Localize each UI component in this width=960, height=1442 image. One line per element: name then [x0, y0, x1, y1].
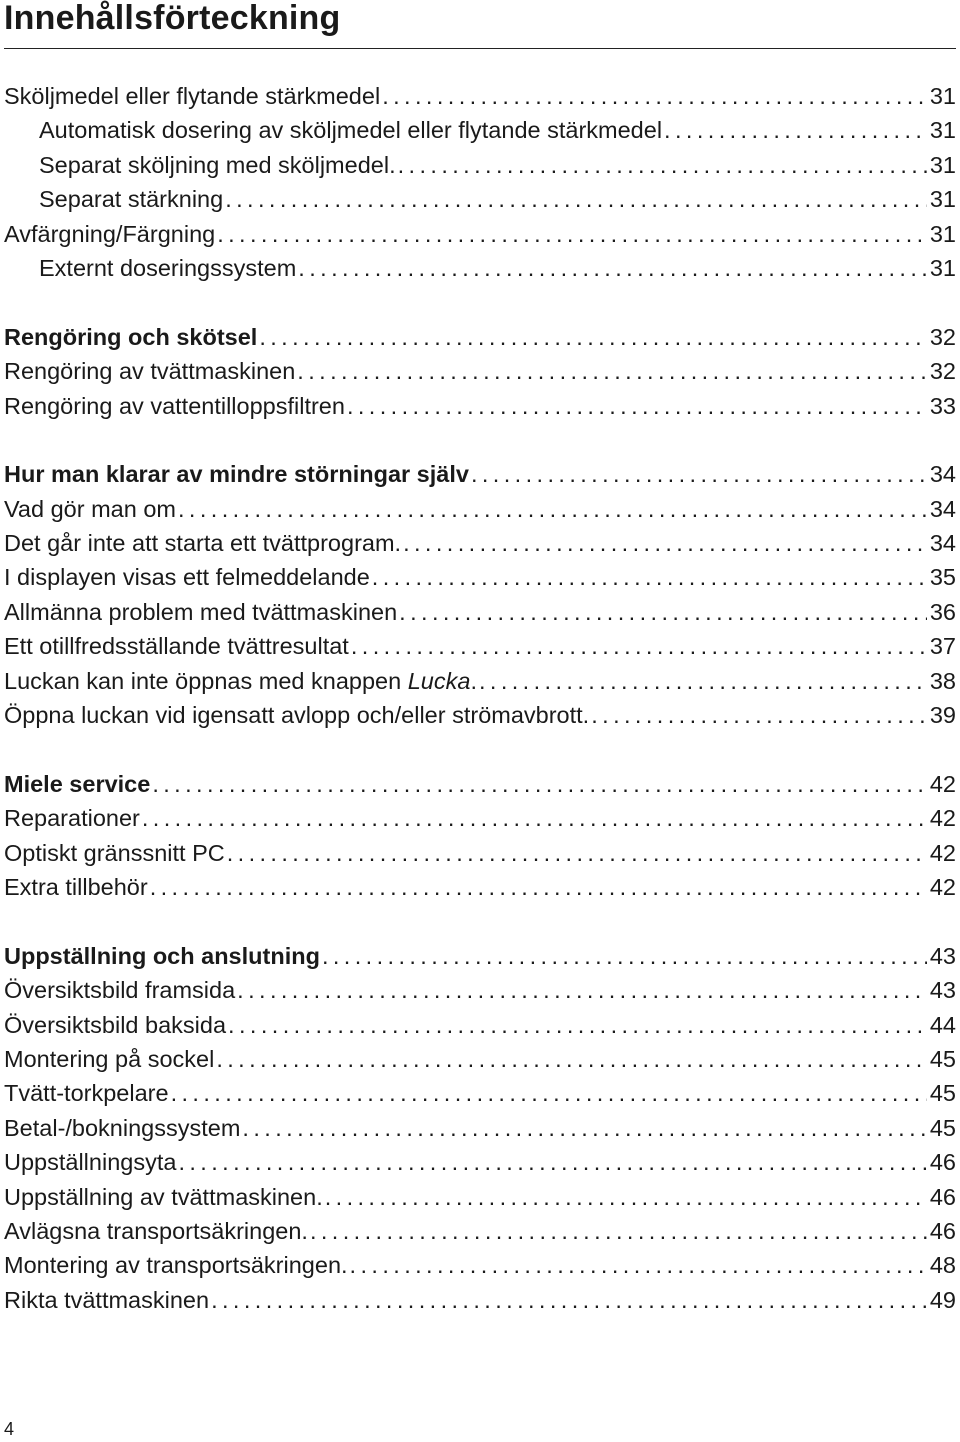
toc-entry-page: 42: [929, 805, 956, 832]
toc-entry-label: Sköljmedel eller flytande stärkmedel: [4, 83, 381, 109]
toc-entry-label: [4, 664, 477, 698]
dot-leader: [142, 801, 927, 835]
toc-entry-label: Rikta tvättmaskinen: [4, 1286, 210, 1313]
toc-entry[interactable]: [4, 1111, 956, 1145]
toc-entry-page: 31: [929, 254, 956, 281]
toc-entry-label: Montering av transportsäkringen.: [4, 1252, 348, 1279]
toc-entry-page: 45: [929, 1080, 956, 1107]
dot-leader: [216, 1042, 927, 1076]
toc-entry-page: 42: [929, 873, 956, 900]
toc-entry-page: 42: [929, 839, 956, 866]
page-title: Innehållsförteckning: [4, 0, 341, 37]
toc-entry[interactable]: [4, 113, 956, 147]
dot-leader: [322, 939, 927, 973]
dot-leader: [227, 836, 927, 870]
toc-entry-page: 31: [929, 117, 956, 144]
toc-entry-label: Betal-/bokningssystem: [4, 1114, 241, 1141]
toc-entry[interactable]: [4, 1145, 956, 1179]
toc-entry-label: Allmänna problem med tvättmaskinen: [4, 598, 398, 625]
dot-leader: [325, 1180, 927, 1214]
toc-entry-label: Reparationer: [4, 805, 140, 832]
toc-entry-label: Vad gör man om: [4, 495, 176, 522]
toc-entry[interactable]: [4, 148, 956, 182]
toc-entry-label-text: Luckan kan inte öppnas med knappen: [4, 667, 402, 694]
dot-leader: [310, 1214, 927, 1248]
toc-section-heading[interactable]: [4, 767, 956, 801]
dot-leader: [237, 973, 927, 1007]
dot-leader: [382, 79, 927, 113]
toc-entry-page: 38: [929, 667, 956, 694]
dot-leader: [347, 389, 927, 423]
toc-entry-page: 31: [929, 186, 956, 213]
dot-leader: [351, 629, 927, 663]
toc-entry-page: 44: [929, 1011, 956, 1038]
toc-entry-label: Rengöring av tvättmaskinen: [4, 358, 296, 385]
toc-entry-label: Uppställning och anslutning: [4, 942, 320, 969]
toc-entry[interactable]: [4, 1008, 956, 1042]
toc-entry-page: 32: [929, 358, 956, 385]
page-number: 4: [4, 1419, 15, 1439]
toc-entry-label: Extra tillbehör: [4, 873, 148, 900]
dot-leader: [403, 526, 927, 560]
toc-entry-page: 39: [929, 702, 956, 729]
toc-entry-page: 34: [929, 495, 956, 522]
dot-leader: [298, 251, 927, 285]
toc-entry-page: 37: [929, 633, 956, 660]
title-divider: [4, 48, 956, 49]
toc-entry-label: Översiktsbild framsida: [4, 977, 236, 1004]
dot-leader: [152, 767, 927, 801]
toc-entry[interactable]: [4, 526, 956, 560]
toc-entry-page: 46: [929, 1217, 956, 1244]
toc-entry-label: Öppna luckan vid igensatt avlopp och/eller strömavbrott.: [4, 702, 590, 729]
toc-entry-label: Tvätt-torkpelare: [4, 1080, 169, 1107]
toc-entry[interactable]: [4, 79, 956, 113]
toc-entry-label: Rengöring och skötsel: [4, 323, 258, 350]
toc-entry-label: Rengöring av vattentilloppsfiltren: [4, 392, 345, 419]
toc-entry[interactable]: [4, 973, 956, 1007]
toc-entry[interactable]: [4, 560, 956, 594]
toc-entry[interactable]: [4, 182, 956, 216]
toc-entry-page: 36: [929, 598, 956, 625]
toc-entry-label-tail: .: [470, 667, 477, 694]
toc-entry[interactable]: [4, 1248, 956, 1282]
lucka-button-reference: Lucka: [407, 667, 471, 694]
toc-entry-page: 46: [929, 1183, 956, 1210]
toc-entry-page: 31: [929, 220, 956, 247]
toc-entry-page: 46: [929, 1149, 956, 1176]
toc-entry[interactable]: [4, 1180, 956, 1214]
dot-leader: [242, 1111, 926, 1145]
toc-entry-label: Uppställning av tvättmaskinen.: [4, 1183, 323, 1210]
dot-leader: [211, 1283, 927, 1317]
toc-entry[interactable]: [4, 664, 956, 698]
toc-entry-page: 32: [929, 323, 956, 350]
toc-entry[interactable]: [4, 1042, 956, 1076]
toc-entry[interactable]: [4, 698, 956, 732]
toc-entry-label: Optiskt gränssnitt PC: [4, 839, 225, 866]
toc-entry-page: 45: [929, 1114, 956, 1141]
toc-entry-label: Översiktsbild baksida: [4, 1011, 227, 1038]
toc-entry-label: Avfärgning/Färgning: [4, 220, 216, 247]
toc-entry-page: 33: [929, 392, 956, 419]
toc-entry-page: 34: [929, 530, 956, 557]
dot-leader: [178, 1145, 926, 1179]
toc-entry[interactable]: [4, 251, 956, 285]
toc-entry[interactable]: [4, 492, 956, 526]
dot-leader: [664, 113, 927, 147]
toc-entry[interactable]: [4, 629, 956, 663]
dot-leader: [171, 1076, 927, 1110]
toc-entry-page: 34: [929, 461, 956, 488]
toc-entry-label: Montering på sockel: [4, 1045, 215, 1072]
dot-leader: [217, 217, 927, 251]
dot-leader: [479, 664, 927, 698]
toc-entry-label: Automatisk dosering av sköljmedel eller flytande stärkmedel: [39, 117, 663, 144]
toc-entry-page: 43: [929, 977, 956, 1004]
toc-entry-page: 31: [929, 83, 956, 109]
toc-entry-page: 49: [929, 1286, 956, 1313]
toc-entry-label: Avlägsna transportsäkringen.: [4, 1217, 308, 1244]
dot-leader: [150, 870, 927, 904]
toc-entry[interactable]: [4, 801, 956, 835]
toc-entry-label: Miele service: [4, 770, 151, 797]
toc-entry-page: 48: [929, 1252, 956, 1279]
toc-entry-label: Separat sköljning med sköljmedel.: [39, 151, 396, 178]
toc-entry[interactable]: [4, 1214, 956, 1248]
toc-entry-label: Det går inte att starta ett tvättprogram.: [4, 530, 402, 557]
toc-entry[interactable]: [4, 1283, 956, 1317]
toc-entry-page: 42: [929, 770, 956, 797]
table-of-contents: [4, 79, 956, 1317]
toc-section-heading[interactable]: [4, 320, 956, 354]
dot-leader: [350, 1248, 927, 1282]
toc-entry-page: 35: [929, 564, 956, 591]
toc-entry-page: 43: [929, 942, 956, 969]
toc-entry-label: Separat stärkning: [39, 186, 224, 213]
dot-leader: [225, 182, 927, 216]
toc-entry-label: Ett otillfredsställande tvättresultat: [4, 633, 349, 660]
toc-entry-page: 45: [929, 1045, 956, 1072]
toc-entry[interactable]: [4, 354, 956, 388]
toc-entry[interactable]: [4, 836, 956, 870]
dot-leader: [591, 698, 927, 732]
dot-leader: [471, 457, 927, 491]
toc-entry[interactable]: [4, 217, 956, 251]
dot-leader: [259, 320, 927, 354]
toc-entry-label: Externt doseringssystem: [39, 254, 297, 281]
dot-leader: [178, 492, 927, 526]
toc-entry[interactable]: [4, 1076, 956, 1110]
toc-entry[interactable]: [4, 870, 956, 904]
toc-entry[interactable]: [4, 389, 956, 423]
dot-leader: [372, 560, 927, 594]
toc-section-heading[interactable]: [4, 939, 956, 973]
toc-entry-label: Uppställningsyta: [4, 1149, 177, 1176]
toc-entry-page: 31: [929, 151, 956, 178]
toc-entry-label: I displayen visas ett felmeddelande: [4, 564, 370, 591]
dot-leader: [398, 148, 927, 182]
toc-entry[interactable]: [4, 595, 956, 629]
dot-leader: [399, 595, 927, 629]
toc-section-heading[interactable]: [4, 457, 956, 491]
dot-leader: [228, 1008, 927, 1042]
dot-leader: [297, 354, 927, 388]
toc-entry-label: Hur man klarar av mindre störningar själv: [4, 461, 469, 488]
